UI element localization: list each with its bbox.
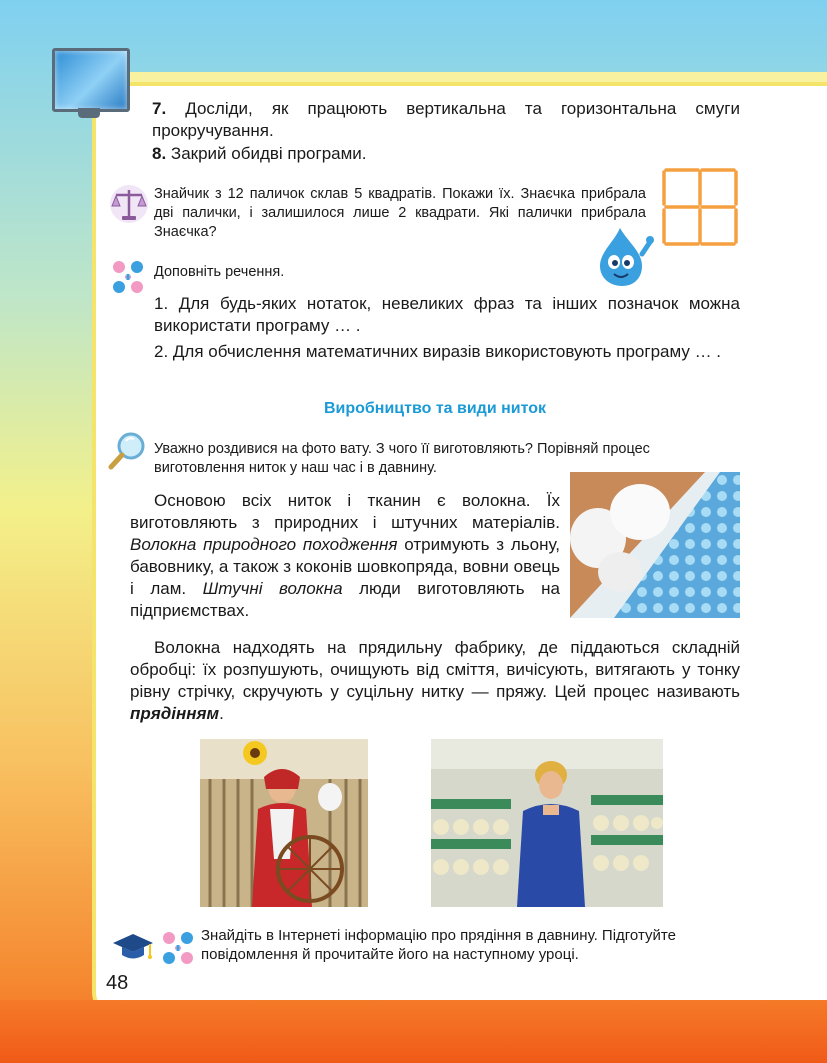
complete-item-2-num: 2. <box>154 342 169 361</box>
p2-part-c: . <box>219 704 224 723</box>
step-8 <box>152 143 740 165</box>
cotton-fiber-photo <box>570 472 740 618</box>
monitor-icon <box>52 48 130 112</box>
p2-part-a: Волокна надходять на прядильну фабрику, де піддаються складній обробці: їх розпушують, очищують від сміття, вичісують, витягають у тонку рівну стрічку, скручують у суцільну нитку — пряжу. Цей процес називають <box>130 638 740 701</box>
complete-item-1-num: 1. <box>154 294 169 313</box>
magnifier-icon <box>106 430 148 472</box>
step-8-num: 8. <box>152 144 167 163</box>
spinning-factory-photo <box>431 739 663 907</box>
p1-part-e: люди виготовляють на підприємствах. <box>130 579 560 620</box>
scales-icon <box>108 184 150 224</box>
complete-item-1 <box>154 293 740 337</box>
step-7-num: 7. <box>152 99 167 118</box>
complete-item-2 <box>154 341 740 363</box>
step-7-text: Досліди, як працюють вертикальна та горизонтальна смуги прокручування. <box>152 99 740 140</box>
p1-part-a: Основою всіх ниток і тканин є волокна. Їх виготовляють з природних і штучних матеріалів. <box>130 491 560 532</box>
complete-item-1-text: Для будь-яких нотаток, невеликих фраз та інших позначок можна використати програму … . <box>154 294 740 335</box>
page-number: 48 <box>106 972 129 994</box>
monitor-stand-icon <box>78 108 100 118</box>
paragraph-fibers <box>130 490 560 622</box>
p1-synthetic-fibers: Штучні волокна <box>202 579 343 598</box>
matchsticks-figure <box>660 166 740 248</box>
paragraph-spinning <box>130 637 740 725</box>
p1-part-c: отримують з льону, бавовнику, а також з коконів шовкопряда, вовни овець і лам. <box>130 535 560 598</box>
graduation-cap-icon <box>112 932 154 962</box>
section-question: Уважно роздивися на фото вату. З чого її виготовляють? Порівняй процес виготовлення ниток у наш час і в давнину. <box>154 441 650 476</box>
puzzle-text: Знайчик з 12 паличок склав 5 квадратів. Покажи їх. Знаєчка прибрала дві палички, і залишилося лише 2 квадрати. Які палички прибрала Знаєчка? <box>154 186 646 240</box>
section-heading: Виробництво та види ниток <box>323 400 547 417</box>
complete-item-2-text: Для обчислення математичних виразів використовують програму … . <box>172 342 722 361</box>
footer-bar <box>0 1000 827 1063</box>
p1-natural-fibers: Волокна природного походження <box>130 535 398 554</box>
water-drop-mascot-icon <box>592 224 654 288</box>
step-8-text: Закрий обидві програми. <box>170 144 367 163</box>
group-work-icon-2 <box>158 928 198 968</box>
complete-intro: Доповніть речення. <box>154 264 285 280</box>
spinning-wheel-photo <box>200 739 368 907</box>
header-strip <box>100 72 827 82</box>
step-7 <box>152 98 740 142</box>
p2-spinning-term: прядінням <box>130 704 220 723</box>
group-work-icon <box>108 257 148 297</box>
homework-text: Знайдіть в Інтернеті інформацію про прядіння в давнину. Підготуйте повідомлення й прочитайте його на наступному уроці. <box>201 927 676 963</box>
